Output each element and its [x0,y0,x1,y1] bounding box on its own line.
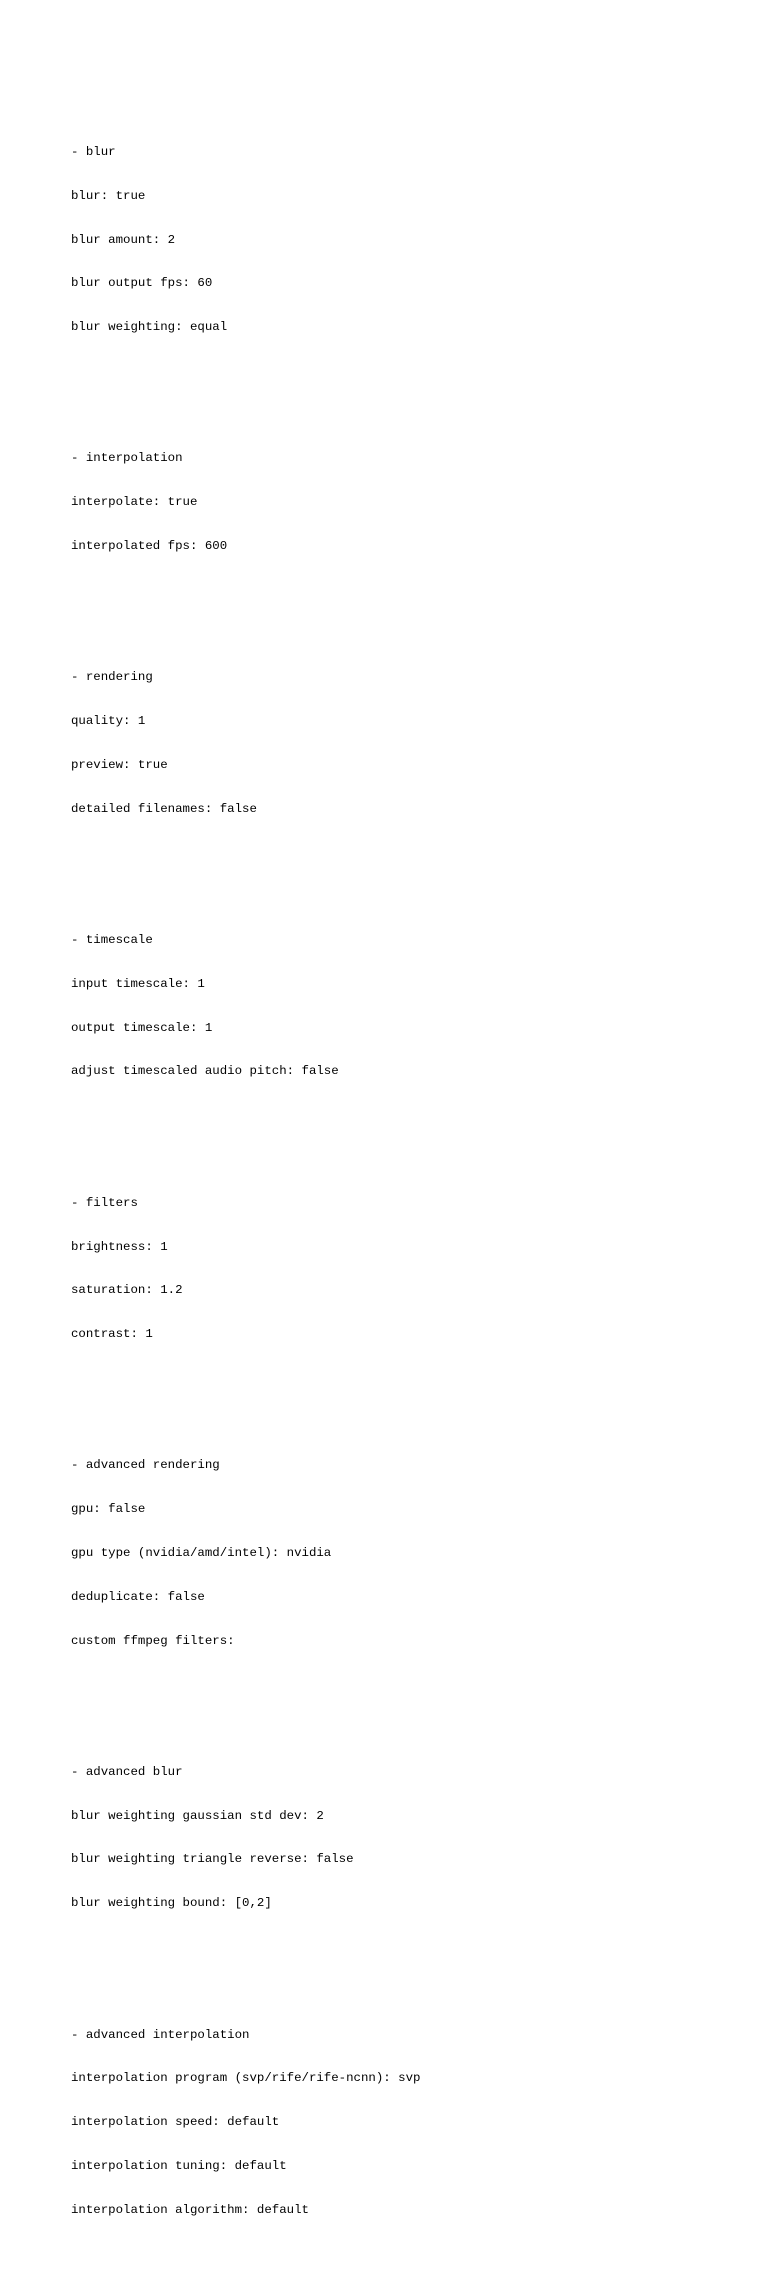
setting-line: interpolated fps: 600 [71,539,228,553]
setting-line: custom ffmpeg filters: [71,1633,235,1648]
section-advanced-rendering [71,1429,420,1677]
section-header: - advanced interpolation [71,2027,250,2042]
section-filters [71,1167,420,1371]
section-header: - rendering [71,670,153,685]
setting-line: brightness: 1 [71,1239,168,1254]
setting-line: deduplicate: false [71,1589,205,1604]
section-header: - advanced blur [71,1764,183,1779]
setting-line: preview: true [71,757,168,772]
setting-line: contrast: 1 [71,1327,153,1342]
setting-line: interpolate: true [71,495,198,510]
setting-line: interpolation program (svp/rife/rife-ncnn): svp [71,2071,421,2086]
section-header: - filters [71,1195,138,1210]
config-document [71,72,420,2290]
setting-line: adjust timescaled audio pitch: false [71,1064,339,1079]
setting-line: blur weighting: equal [71,320,228,335]
section-advanced-interpolation [71,1998,420,2246]
setting-line: blur weighting triangle reverse: false [71,1852,354,1867]
section-blur [71,116,420,364]
setting-line: blur amount: 2 [71,232,176,247]
setting-line: blur weighting gaussian std dev: 2 [71,1808,324,1823]
section-advanced-blur [71,1736,420,1940]
section-header: - advanced rendering [71,1458,220,1473]
setting-line: detailed filenames: false [71,801,257,816]
setting-line: gpu type (nvidia/amd/intel): nvidia [71,1545,332,1560]
section-header: - blur [71,144,116,159]
setting-line: blur: true [71,188,146,203]
section-rendering [71,641,420,845]
setting-line: output timescale: 1 [71,1020,213,1035]
setting-line: interpolation tuning: default [71,2158,287,2173]
setting-line: quality: 1 [71,714,146,729]
section-timescale [71,904,420,1108]
setting-line: interpolation algorithm: default [71,2202,309,2217]
setting-line: gpu: false [71,1502,146,1517]
setting-line: saturation: 1.2 [71,1283,183,1298]
setting-line: blur output fps: 60 [71,276,213,291]
section-header: - timescale [71,933,153,948]
setting-line: input timescale: 1 [71,976,205,991]
setting-line: interpolation speed: default [71,2115,280,2130]
section-header: - interpolation [71,451,183,466]
section-interpolation [71,422,420,583]
setting-line: blur weighting bound: [0,2] [71,1896,272,1911]
